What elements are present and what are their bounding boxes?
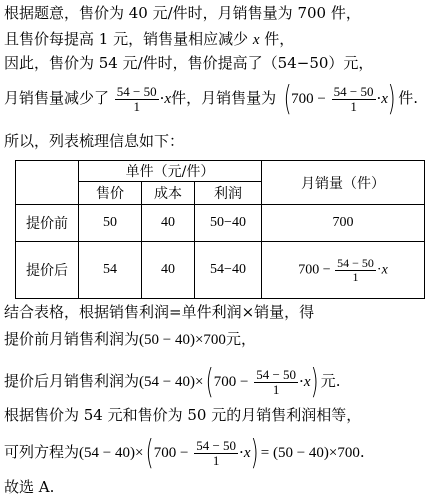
sales-header-cell: 月销量（件） (262, 161, 425, 205)
dot-operator: · (376, 89, 382, 107)
profit-after-factor: (54 − 40)× (139, 374, 204, 390)
fraction-denominator: 1 (350, 98, 357, 114)
cost-header-cell: 成本 (142, 182, 195, 205)
line-7 (4, 330, 256, 349)
period: . (359, 443, 365, 461)
profit-before-expr: (50 − 40)×700 (139, 332, 226, 348)
line-7-text: 提价前月销售利润为 (4, 330, 140, 348)
line-10-text: 可列方程为 (4, 443, 80, 461)
info-table (15, 160, 425, 299)
variable-x: x (381, 91, 388, 107)
line-4-tail: 件. (398, 89, 418, 107)
cost-cell: 40 (142, 242, 195, 299)
fraction-numerator: 54 − 50 (333, 83, 374, 99)
expr-700-minus: 700 − (153, 445, 189, 461)
line-7-tail: 元， (225, 330, 256, 348)
left-paren: ( (283, 79, 292, 119)
fraction-sales (332, 85, 376, 114)
price-header-cell: 售价 (79, 182, 142, 205)
line-4 (4, 79, 418, 119)
dot-operator: · (239, 443, 244, 461)
fraction-numerator: 54 − 50 (337, 255, 374, 270)
sales-cell: 700 (262, 205, 425, 242)
line-10 (4, 433, 365, 473)
row-label-before: 提价前 (16, 205, 79, 242)
fraction-decrease (115, 85, 159, 114)
table-header-row (16, 161, 425, 182)
left-paren: ( (146, 433, 155, 473)
right-paren: ) (387, 79, 396, 119)
cost-cell: 40 (142, 205, 195, 242)
fraction-denominator: 1 (212, 452, 220, 468)
fraction-numerator: 54 − 50 (116, 83, 157, 99)
line-5: 所以，列表梳理信息如下： (4, 132, 185, 150)
fraction-denominator: 1 (133, 98, 140, 114)
variable-x: x (252, 32, 260, 48)
line-9: 根据售价为 54 元和售价为 50 元的月销售利润相等， (4, 406, 362, 424)
fraction-numerator: 54 − 50 (256, 366, 297, 382)
fraction-denominator: 1 (352, 269, 359, 284)
line-8 (4, 362, 341, 402)
row-label-after: 提价后 (16, 242, 79, 299)
line-1: 根据题意，售价为 40 元/件时，月销售量为 700 件， (4, 4, 361, 22)
variable-x: x (164, 91, 172, 107)
fraction-after (254, 368, 298, 397)
variable-x: x (243, 445, 251, 461)
variable-x: x (303, 374, 311, 390)
line-11: 故选 A. (4, 478, 55, 496)
line-6: 结合表格，根据销售利润=单件利润×销量，得 (4, 303, 315, 321)
sales-expr-700: 700 − (298, 262, 331, 278)
expr-700-minus: 700 − (291, 91, 326, 107)
variable-x: x (381, 262, 388, 278)
table-corner-cell (16, 161, 79, 205)
profit-cell: 50−40 (195, 205, 262, 242)
profit-header-cell: 利润 (195, 182, 262, 205)
line-8-text: 提价后月销售利润为 (4, 372, 140, 390)
fraction-equation (194, 439, 238, 468)
line-4-mid: 件，月销售量为 (171, 89, 277, 107)
right-paren: ) (310, 362, 319, 402)
sales-cell (262, 242, 425, 299)
unit-header-cell: 单件（元/件） (79, 161, 262, 182)
equation-left-factor: (54 − 40)× (79, 445, 144, 461)
dot-operator: · (376, 262, 382, 278)
expr-700-minus: 700 − (213, 374, 249, 390)
table-row (16, 242, 425, 299)
line-2-tail: 件， (259, 30, 295, 48)
line-4-text: 月销售量减少了 (4, 89, 110, 107)
dot-operator: · (159, 89, 165, 107)
dot-operator: · (299, 372, 304, 390)
price-cell: 54 (79, 242, 142, 299)
left-paren: ( (206, 362, 215, 402)
fraction-numerator: 54 − 50 (196, 437, 237, 453)
fraction-denominator: 1 (272, 381, 280, 397)
line-2 (4, 30, 294, 49)
table-row (16, 205, 425, 242)
fraction-sales-table (335, 257, 376, 284)
price-cell: 50 (79, 205, 142, 242)
profit-cell: 54−40 (195, 242, 262, 299)
right-paren: ) (250, 433, 259, 473)
line-8-tail: 元. (320, 372, 341, 390)
equation-right-side: = (50 − 40)×700 (260, 445, 360, 461)
line-2-text: 且售价每提高 1 元，销售量相应减少 (4, 30, 253, 48)
line-3: 因此，售价为 54 元/件时，售价提高了（54−50）元， (4, 54, 374, 72)
